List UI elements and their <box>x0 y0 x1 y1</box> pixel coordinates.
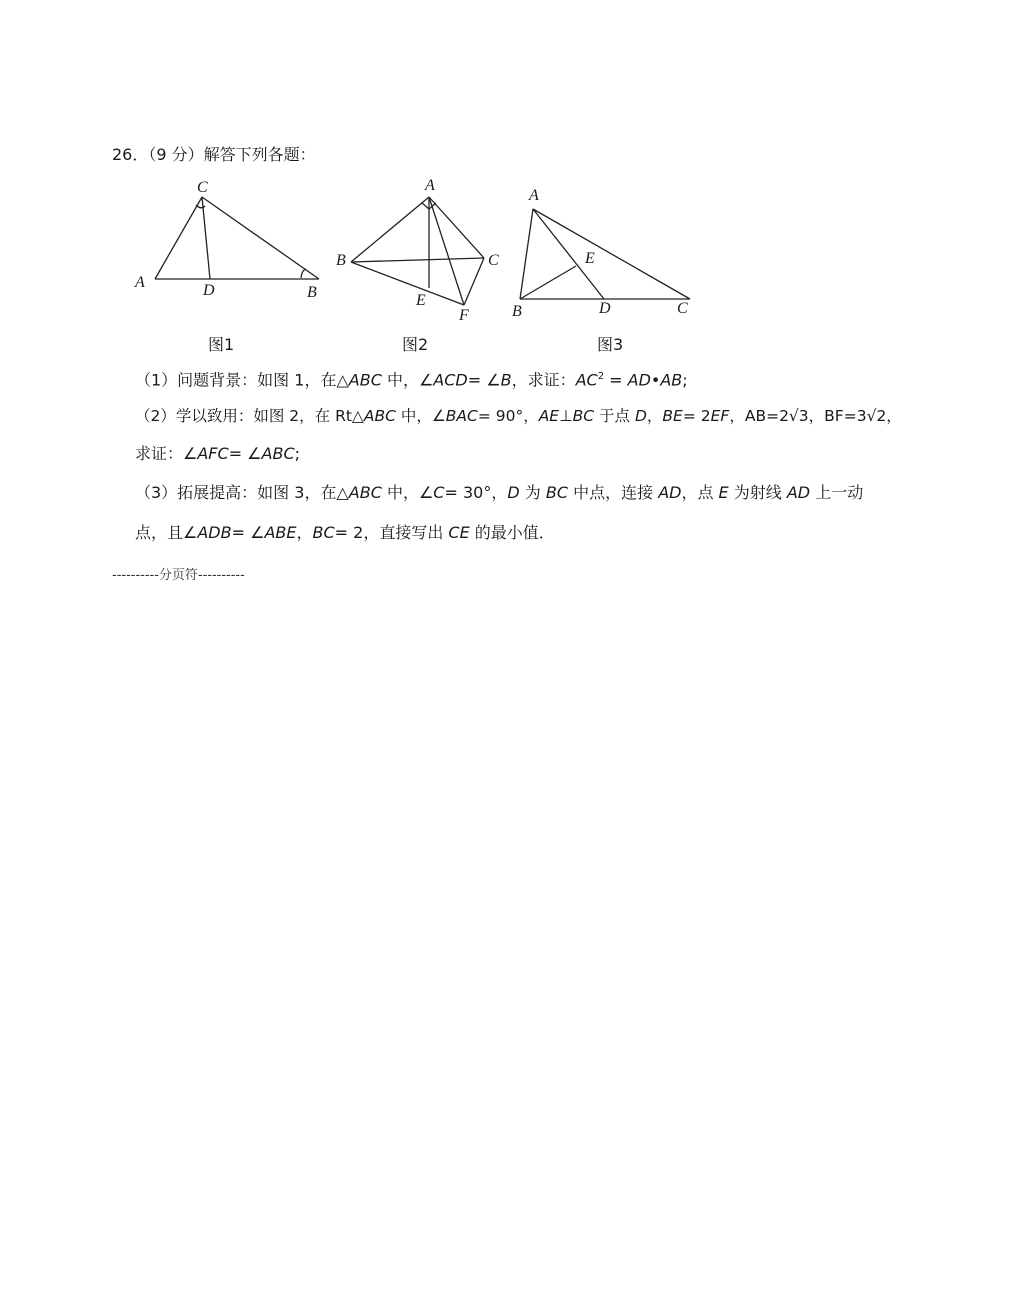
fig2-segment-BC <box>351 258 484 262</box>
fig1-segment-AC <box>155 197 202 279</box>
fig2-label-B: B <box>336 252 346 269</box>
fig1-angle-mark-C <box>196 205 205 208</box>
fig3-caption: 图3 <box>597 335 624 354</box>
fig3-label-D: D <box>599 300 611 317</box>
question-header: 26．（9 分）解答下列各题： <box>112 145 316 164</box>
fig1-angle-mark-B <box>301 269 306 278</box>
part3-line1: （3）拓展提高：如图 3，在△ABC 中，∠C= 30°，D 为 BC 中点，连接 AD，点 E 为射线 AD 上一动 <box>135 483 864 502</box>
fig1-segment-CB <box>202 197 319 279</box>
part2-line1: （2）学以致用：如图 2，在 Rt△ABC 中，∠BAC= 90°，AE⊥BC 于点 D，BE= 2EF，AB=2√3，BF=3√2， <box>135 407 902 425</box>
fig1-caption: 图1 <box>208 335 235 354</box>
fig2-label-A: A <box>425 177 435 194</box>
fig2-segment-FC <box>464 258 484 305</box>
fig1-label-A: A <box>135 274 145 291</box>
page-break-marker: ----------分页符---------- <box>112 568 245 583</box>
fig2-segment-AF <box>429 197 464 305</box>
fig2-label-C: C <box>488 252 499 269</box>
fig2-caption: 图2 <box>402 335 429 354</box>
fig3-label-E: E <box>585 250 595 267</box>
fig3-segment-AB <box>520 209 533 299</box>
fig3-label-C: C <box>677 300 688 317</box>
fig2-segment-BA <box>351 197 429 262</box>
part1-line: （1）问题背景：如图 1，在△ABC 中，∠ACD= ∠B，求证：$AC^2$ = AD•AB; <box>135 370 688 390</box>
figure-2 <box>351 197 484 305</box>
fig3-segment-AC <box>533 209 690 299</box>
fig1-label-D: D <box>203 282 215 299</box>
fig2-segment-BF <box>351 262 464 305</box>
fig3-label-A: A <box>529 187 539 204</box>
part2-line2: 求证：∠AFC= ∠ABC; <box>135 444 301 463</box>
fig1-label-C: C <box>197 179 208 196</box>
fig3-segment-BE <box>520 266 576 299</box>
part3-line2: 点，且∠ADB= ∠ABE，BC= 2，直接写出 CE 的最小值． <box>135 523 555 542</box>
fig1-label-B: B <box>307 284 317 301</box>
fig2-label-E: E <box>416 292 426 309</box>
fig2-label-F: F <box>459 307 469 324</box>
figure-1 <box>155 197 319 279</box>
fig2-segment-AC <box>429 197 484 258</box>
fig1-segment-CD <box>202 197 210 279</box>
fig3-label-B: B <box>512 303 522 320</box>
figure-3 <box>520 209 690 299</box>
